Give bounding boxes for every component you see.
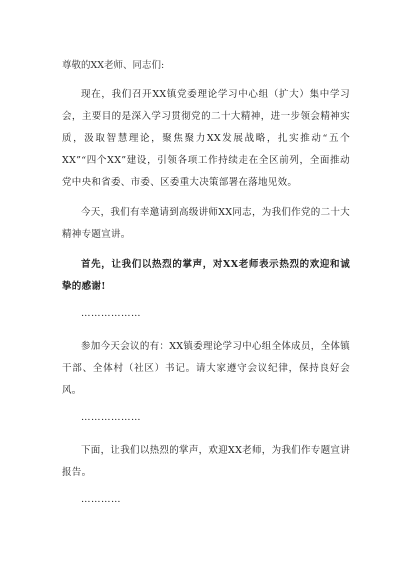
- paragraph-intro: 现在，我们召开XX镇党委理论学习中心组（扩大）集中学习会，主要目的是深入学习贯彻党的二十大精神，进一步领会精神实质，汲取智慧理论，聚焦聚力XX发展战略，扎实推动“五个XX”“四个XX”建设，引领各项工作持续走在全区前列，全面推动党中央和省委、市委、区委重大决策部署在落地见效。: [62, 89, 350, 188]
- paragraph-welcome: 首先，让我们以热烈的掌声，对XX老师表示热烈的欢迎和诚挚的感谢!: [62, 259, 350, 292]
- ellipsis-separator-2: ………………: [81, 412, 141, 423]
- paragraph-invite: 今天，我们有幸邀请到高级讲师XX同志，为我们作党的二十大精神专题宣讲。: [62, 207, 350, 240]
- ellipsis-separator-1: ………………: [81, 308, 141, 319]
- paragraph-attendees: 参加今天会议的有：XX镇委理论学习中心组全体成员，全体镇干部、全体村（社区）书记。请大家遵守会议纪律，保持良好会风。: [62, 341, 350, 396]
- salutation: 尊敬的XX老师、同志们:: [62, 60, 165, 71]
- paragraph-closing: 下面，让我们以热烈的掌声，欢迎XX老师，为我们作专题宣讲报告。: [62, 445, 350, 478]
- ellipsis-separator-3: …………: [81, 494, 121, 505]
